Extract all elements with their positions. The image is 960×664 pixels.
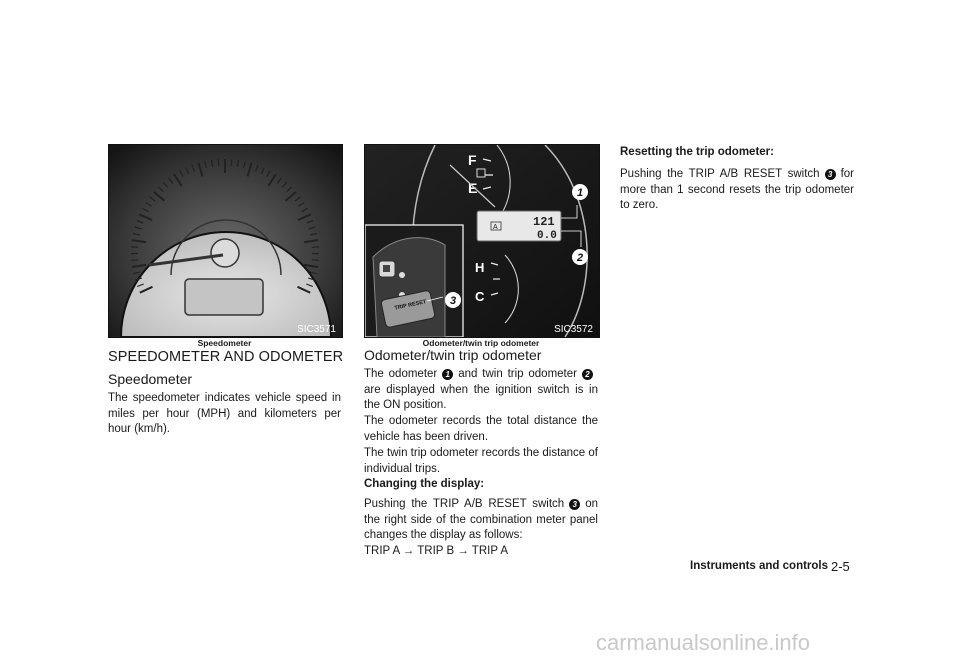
odometer-heading: Odometer/twin trip odometer — [364, 347, 542, 363]
speedometer-tick — [231, 159, 232, 166]
resetting-heading: Resetting the trip odometer: — [620, 146, 774, 158]
text-fragment: on the right side of the combination meter panel changes the display as follows: — [364, 498, 598, 542]
odometer-paragraph-1 — [364, 367, 598, 414]
odometer-illustration — [365, 145, 599, 337]
text-fragment: are displayed when the ignition switch is in the ON position. — [364, 383, 598, 412]
callout-2-marker: 2 — [582, 369, 593, 380]
section-title: SPEEDOMETER AND ODOMETER — [108, 349, 344, 365]
odometer-paragraph-2: The odometer records the total distance the vehicle has been driven. — [364, 415, 598, 443]
text-fragment: for more than 1 second resets the trip odometer to zero. — [620, 168, 854, 212]
trip-mode-indicator: A — [493, 224, 498, 231]
callout-3: 3 — [449, 295, 457, 307]
fuel-full-label: F — [468, 152, 477, 168]
page-number: 2-5 — [831, 559, 850, 574]
speedometer-tick — [131, 260, 138, 261]
fuel-empty-label: E — [468, 180, 478, 196]
speedometer-tick — [218, 159, 219, 166]
changing-display-heading: Changing the display: — [364, 478, 485, 490]
speedometer-caption: Speedometer — [197, 338, 252, 348]
text-fragment: The odometer — [364, 368, 438, 380]
figure-code: SIC3571 — [297, 324, 336, 335]
temp-hot-label: H — [475, 260, 485, 275]
trip-reset-switch-label: TRIP RESET — [394, 299, 427, 312]
speedometer-figure — [108, 144, 343, 338]
callout-1: 1 — [576, 187, 584, 199]
text-fragment: Pushing the TRIP A/B RESET switch — [364, 498, 565, 510]
text-fragment: Pushing the TRIP A/B RESET switch — [620, 168, 820, 180]
trip-display: 0.0 — [537, 230, 557, 242]
speedometer-illustration — [109, 145, 342, 337]
speedometer-heading: Speedometer — [108, 371, 193, 387]
odometer-display: 121 — [533, 215, 555, 229]
resetting-paragraph — [620, 167, 854, 214]
speedometer-tick — [312, 260, 319, 261]
callout-1-marker: 1 — [442, 369, 453, 380]
callout-2: 2 — [576, 252, 584, 264]
callout-3-marker: 3 — [825, 169, 836, 180]
odometer-paragraph-4 — [364, 497, 598, 544]
odometer-paragraph-3: The twin trip odometer records the distance of individual trips. — [364, 447, 598, 475]
footer-section-title: Instruments and controls — [690, 560, 829, 572]
watermark: carmanualsonline.info — [596, 630, 811, 655]
figure-code: SIC3572 — [554, 324, 593, 335]
odometer-caption: Odometer/twin trip odometer — [422, 338, 540, 348]
text-fragment: and twin trip odometer — [458, 368, 577, 380]
callout-3-marker: 3 — [569, 499, 580, 510]
trip-sequence: TRIP A → TRIP B → TRIP A — [364, 545, 509, 557]
odometer-figure — [364, 144, 600, 338]
speedometer-paragraph: The speedometer indicates vehicle speed in miles per hour (MPH) and kilometers per hour (km/h). — [108, 392, 341, 436]
temp-cold-label: C — [475, 289, 485, 304]
